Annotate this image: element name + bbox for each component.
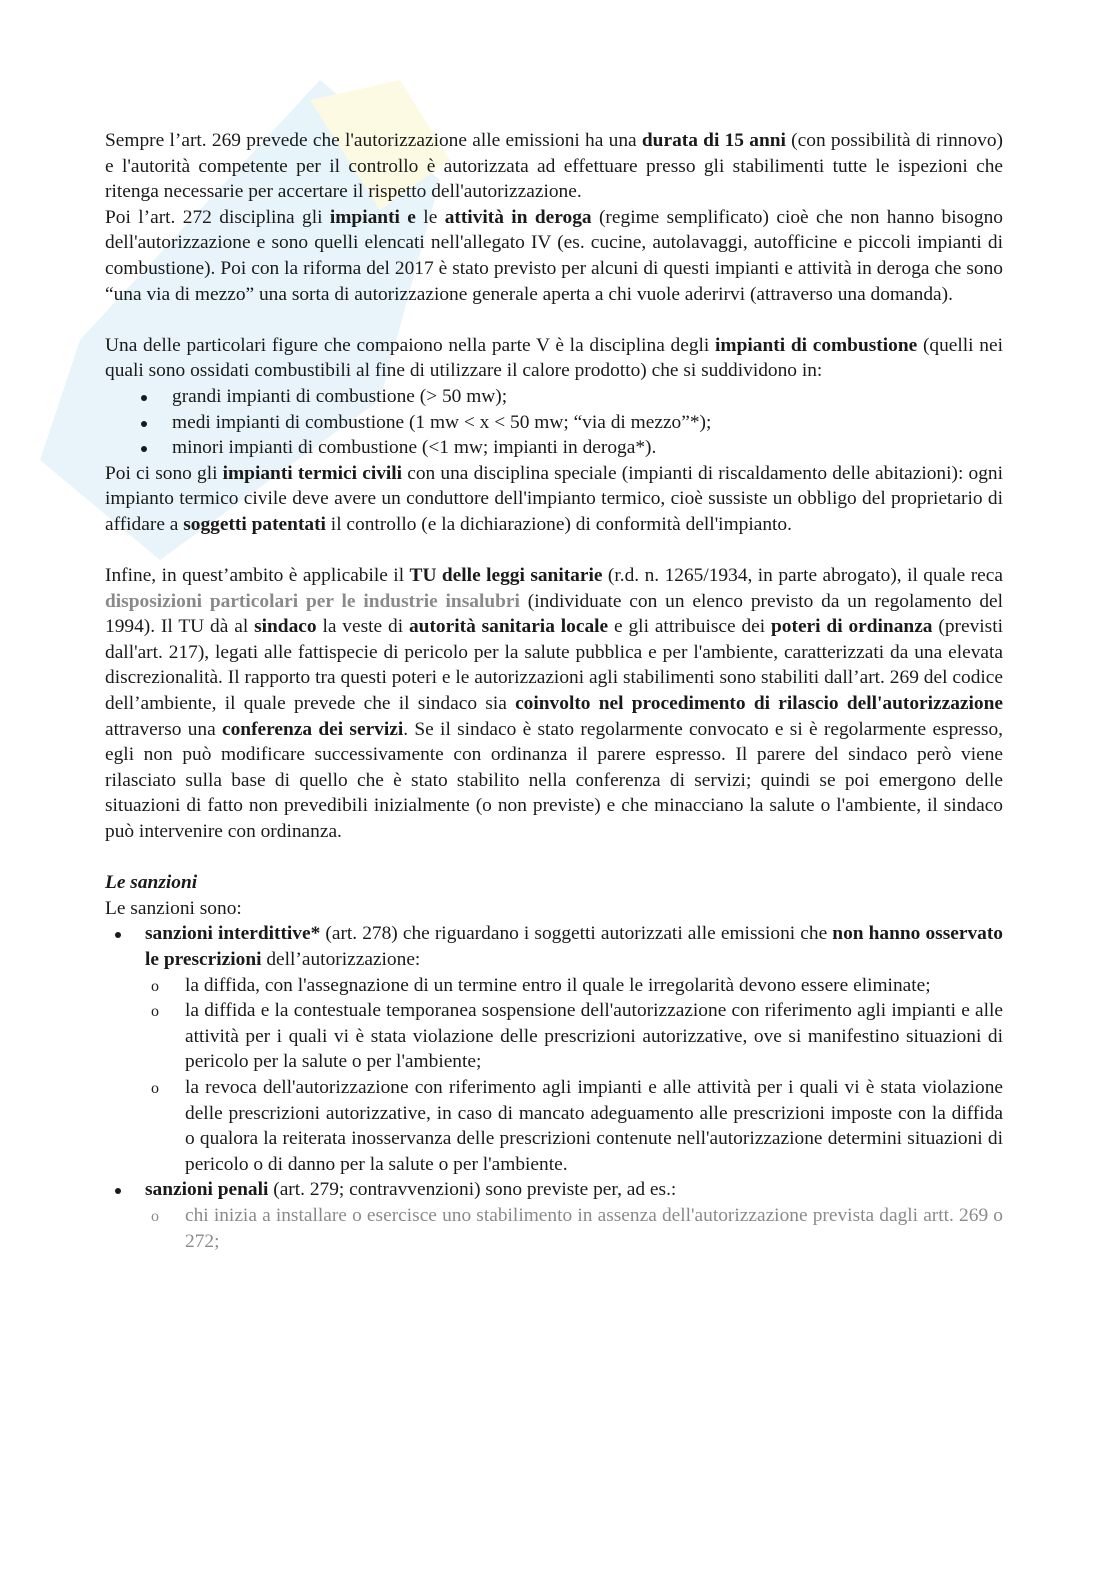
- list-item: medi impianti di combustione (1 mw < x < 50 mw; “via di mezzo”*);: [172, 410, 1003, 436]
- sub-list-item: o la diffida, con l'assegnazione di un termine entro il quale le irregolarità devono essere eliminate;: [185, 973, 1003, 999]
- sanctions-list: [105, 921, 1003, 1254]
- document-page: [105, 128, 1003, 1254]
- sub-list-item: o la revoca dell'autorizzazione con riferimento agli impianti e alle attività per i quali vi è stata violazione delle prescrizioni autorizzative, in caso di mancato adeguamento alle prescrizioni imposte con la diffida o qualora la reiterata inosservanza delle prescrizioni contenute nell'autorizzazione determini situazioni di pericolo o di danno per la salute o per l'ambiente.: [185, 1075, 1003, 1177]
- paragraph-termici: Poi ci sono gli impianti termici civili con una disciplina speciale (impianti di riscaldamento delle abitazioni): ogni impianto termico civile deve avere un conduttore dell'impianto termico, cioè sussiste un obbligo del proprietario di affidare a soggetti patentati il controllo (e la dichiarazione) di conformità dell'impianto.: [105, 462, 1003, 535]
- paragraph-deroga: Poi l’art. 272 disciplina gli impianti e le attività in deroga (regime semplificato) cioè che non hanno bisogno dell'autorizzazione e sono quelli elencati nell'allegato IV (es. cucine, autolavaggi, autofficine e piccoli impianti di combustione). Poi con la riforma del 2017 è stato previsto per alcuni di questi impianti e attività in deroga che sono “una via di mezzo” una sorta di autorizzazione generale aperta a chi vuole aderirvi (attraverso una domanda).: [105, 206, 1003, 305]
- penali-sublist: [145, 1203, 1003, 1254]
- list-item: grandi impianti di combustione (> 50 mw);: [172, 384, 1003, 410]
- paragraph-durata: Sempre l’art. 269 prevede che l'autorizzazione alle emissioni ha una durata di 15 anni (con possibilità di rinnovo) e l'autorità competente per il controllo è autorizzata ad effettuare presso gli stabilimenti tutte le ispezioni che ritenga necessarie per accertare il rispetto dell'autorizzazione.: [105, 130, 1004, 203]
- list-item: minori impianti di combustione (<1 mw; impianti in deroga*).: [172, 435, 1003, 461]
- section-heading: Le sanzioni: [105, 872, 198, 894]
- sanction-penali: sanzioni penali (art. 279; contravvenzioni) sono previste per, ad es.: o chi inizia a installare o esercisce uno stabilimento in assenza dell'autorizzazione prevista dagli artt. 269 o 272;: [145, 1177, 1003, 1254]
- interdittive-sublist: [145, 973, 1003, 1178]
- paragraph-tu-sanitarie: Infine, in quest’ambito è applicabile il TU delle leggi sanitarie (r.d. n. 1265/1934, in parte abrogato), il quale reca disposizioni particolari per le industrie insalubri (individuate con un elenco previsto da un regolamento del 1994). Il TU dà al sindaco la veste di autorità sanitaria locale e gli attribuisce dei poteri di ordinanza (previsti dall'art. 217), legati alle fattispecie di pericolo per la salute pubblica e per l'ambiente, caratterizzati da una elevata discrezionalità. Il rapporto tra questi poteri e le autorizzazioni agli stabilimenti sono stabiliti dall’art. 269 del codice dell’ambiente, il quale prevede che il sindaco sia coinvolto nel procedimento di rilascio dell'autorizzazione attraverso una conferenza dei servizi. Se il sindaco è stato regolarmente convocato e si è regolarmente espresso, egli non può modificare successivamente con ordinanza il parere espresso. Il parere del sindaco però viene rilasciato sulla base di quello che è stato stabilito nella conferenza di servizi; quindi se poi emergono delle situazioni di fatto non prevedibili inizialmente (o non previste) e che minacciano la salute o l'ambiente, il sindaco può intervenire con ordinanza.: [105, 565, 1004, 843]
- combustion-list: [105, 384, 1003, 461]
- paragraph-combustione: Una delle particolari figure che compaiono nella parte V è la disciplina degli impianti di combustione (quelli nei quali sono ossidati combustibili al fine di utilizzare il calore prodotto) che si suddividono in:: [105, 334, 1003, 382]
- section-intro: Le sanzioni sono:: [105, 897, 242, 919]
- sanction-interdittive: sanzioni interdittive* (art. 278) che riguardano i soggetti autorizzati alle emissioni che non hanno osservato le prescrizioni dell’autorizzazione: o la diffida, con l'assegnazione di un termine entro il quale le irregolarità devono essere eliminate; o la diffida e la contestuale temporanea sospensione dell'autorizzazione con riferimento agli impianti e alle attività per i quali vi è stata violazione delle prescrizioni autorizzative, ove si manifestino situazioni di pericolo per la salute o per l'ambiente; o la revoca dell'autorizzazione con riferimento agli impianti e alle attività per i quali vi è stata violazione delle prescrizioni autorizzative, in caso di mancato adeguamento alle prescrizioni imposte con la diffida o qualora la reiterata inosservanza delle prescrizioni contenute nell'autorizzazione determini situazioni di pericolo o di danno per la salute o per l'ambiente.: [145, 921, 1003, 1177]
- sub-list-item: o la diffida e la contestuale temporanea sospensione dell'autorizzazione con riferimento agli impianti e alle attività per i quali vi è stata violazione delle prescrizioni autorizzative, ove si manifestino situazioni di pericolo per la salute o per l'ambiente;: [185, 998, 1003, 1075]
- sub-list-item: o chi inizia a installare o esercisce uno stabilimento in assenza dell'autorizzazione prevista dagli artt. 269 o 272;: [185, 1203, 1003, 1254]
